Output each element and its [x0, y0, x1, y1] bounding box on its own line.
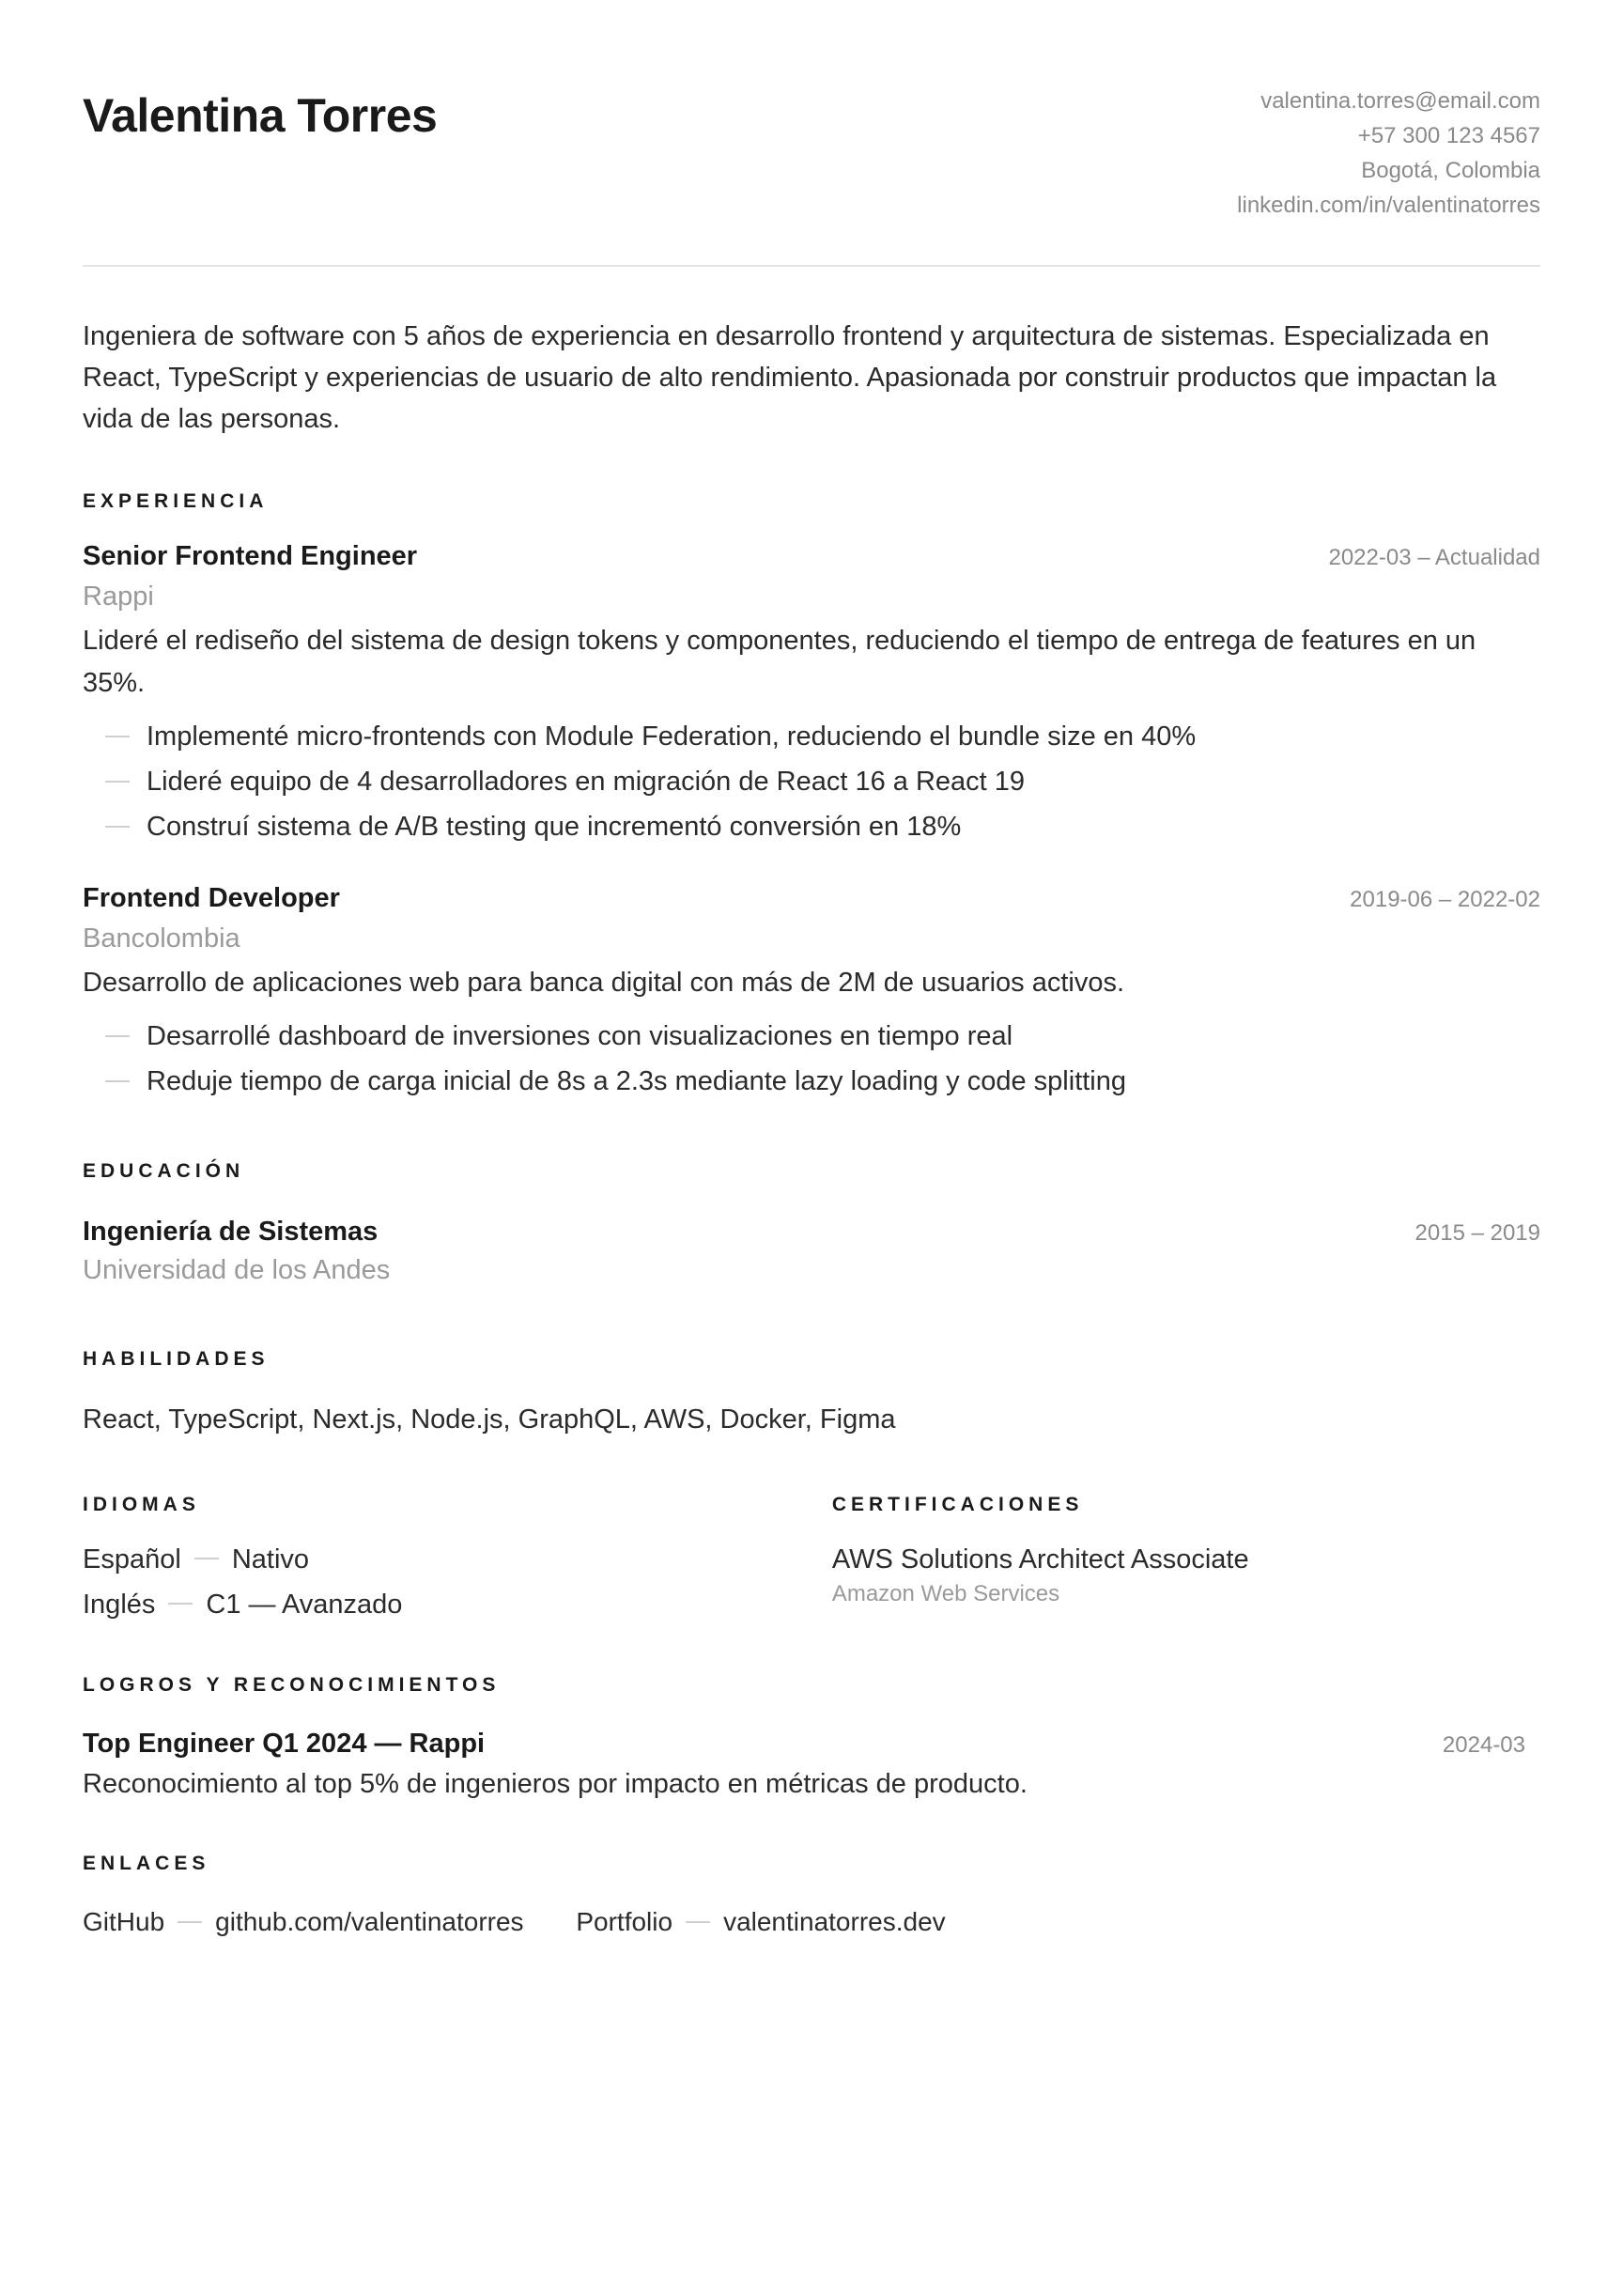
dash-icon	[194, 1558, 219, 1559]
job-description: Lideré el rediseño del sistema de design tokens y componentes, reduciendo el tiempo de entrega de features en un 35%.	[83, 626, 1476, 698]
job-dates: 2019-06 – 2022-02	[1350, 887, 1540, 912]
job-entry	[83, 883, 1540, 1104]
link-label: GitHub	[83, 1907, 165, 1936]
job-achievements	[83, 1014, 1540, 1104]
link-github[interactable]	[83, 1907, 524, 1937]
link-url[interactable]: valentinatorres.dev	[723, 1907, 946, 1936]
dash-icon	[105, 826, 130, 828]
list-item	[83, 714, 1540, 759]
bullet-text: Construí sistema de A/B testing que incrementó conversión en 18%	[147, 812, 962, 842]
achievement-date: 2024-03	[1442, 1732, 1525, 1758]
link-url[interactable]: github.com/valentinatorres	[215, 1907, 524, 1936]
job-entry	[83, 541, 1540, 849]
links-section	[83, 1853, 1540, 1937]
link-portfolio[interactable]	[576, 1907, 945, 1937]
candidate-name: Valentina Torres	[83, 89, 438, 142]
skills-section	[83, 1348, 1540, 1435]
language-name: Inglés	[83, 1590, 156, 1620]
languages-section	[83, 1494, 832, 1627]
certification-name: AWS Solutions Architect Associate	[831, 1544, 1249, 1575]
list-item	[83, 1059, 1540, 1104]
achievement-name: Top Engineer Q1 2024 — Rappi	[83, 1729, 486, 1759]
contact-info	[1237, 84, 1540, 223]
email-link[interactable]: valentina.torres@email.com	[1260, 88, 1540, 114]
languages-certifications-row	[83, 1494, 1540, 1627]
dash-icon	[178, 1921, 202, 1923]
phone-text: +57 300 123 4567	[1357, 123, 1540, 148]
section-title-experience: EXPERIENCIA	[83, 490, 269, 512]
section-title-achievements: LOGROS Y RECONOCIMIENTOS	[83, 1674, 501, 1696]
resume-header	[83, 0, 1540, 267]
achievements-section	[83, 1674, 1540, 1806]
education-dates: 2015 – 2019	[1414, 1220, 1540, 1246]
link-label: Portfolio	[576, 1907, 673, 1936]
job-achievements	[83, 714, 1540, 849]
list-item	[83, 1014, 1540, 1059]
language-item	[83, 1537, 832, 1582]
linkedin-link[interactable]: linkedin.com/in/valentinatorres	[1237, 193, 1540, 218]
links-list	[83, 1907, 1540, 1937]
education-degree: Ingeniería de Sistemas	[83, 1217, 379, 1247]
section-title-education: EDUCACIÓN	[83, 1160, 245, 1182]
education-section	[83, 1160, 1540, 1286]
dash-icon	[105, 736, 130, 737]
section-title-certifications: CERTIFICACIONES	[831, 1494, 1084, 1515]
certification-issuer: Amazon Web Services	[831, 1581, 1060, 1606]
dash-icon	[105, 1035, 130, 1037]
list-item	[83, 759, 1540, 804]
bullet-text: Implementé micro-frontends con Module Federation, reduciendo el bundle size en 40%	[147, 721, 1197, 752]
experience-section	[83, 490, 1540, 1104]
education-school: Universidad de los Andes	[83, 1255, 391, 1285]
certifications-section	[832, 1494, 1540, 1627]
language-level: Nativo	[231, 1544, 310, 1575]
language-item	[83, 1582, 832, 1627]
job-dates: 2022-03 – Actualidad	[1328, 545, 1540, 570]
bullet-text: Reduje tiempo de carga inicial de 8s a 2.3s mediante lazy loading y code splitting	[147, 1066, 1127, 1096]
dash-icon	[105, 1080, 130, 1082]
section-title-languages: IDIOMAS	[83, 1494, 200, 1515]
language-level: C1 — Avanzado	[206, 1590, 403, 1620]
profile-summary: Ingeniera de software con 5 años de experiencia en desarrollo frontend y arquitectura de sistemas. Especializada en React, TypeScript y experiencias de usuario de alto rendimiento. Apasionada por construir productos que impactan la vida de las personas.	[83, 321, 1497, 434]
job-company: Rappi	[83, 582, 154, 612]
achievement-description: Reconocimiento al top 5% de ingenieros por impacto en métricas de producto.	[83, 1769, 1028, 1799]
section-title-links: ENLACES	[83, 1853, 210, 1874]
list-item	[83, 804, 1540, 849]
dash-icon	[105, 781, 130, 783]
job-description: Desarrollo de aplicaciones web para banca digital con más de 2M de usuarios activos.	[83, 968, 1125, 998]
skills-list: React, TypeScript, Next.js, Node.js, GraphQL, AWS, Docker, Figma	[83, 1404, 896, 1435]
job-role: Senior Frontend Engineer	[83, 541, 418, 571]
dash-icon	[686, 1921, 710, 1923]
section-title-skills: HABILIDADES	[83, 1348, 270, 1370]
job-company: Bancolombia	[83, 923, 240, 954]
language-name: Español	[83, 1544, 181, 1575]
bullet-text: Desarrollé dashboard de inversiones con visualizaciones en tiempo real	[147, 1021, 1013, 1051]
job-role: Frontend Developer	[83, 883, 340, 913]
location-text: Bogotá, Colombia	[1361, 158, 1540, 183]
bullet-text: Lideré equipo de 4 desarrolladores en migración de React 16 a React 19	[147, 767, 1026, 797]
dash-icon	[168, 1603, 193, 1605]
